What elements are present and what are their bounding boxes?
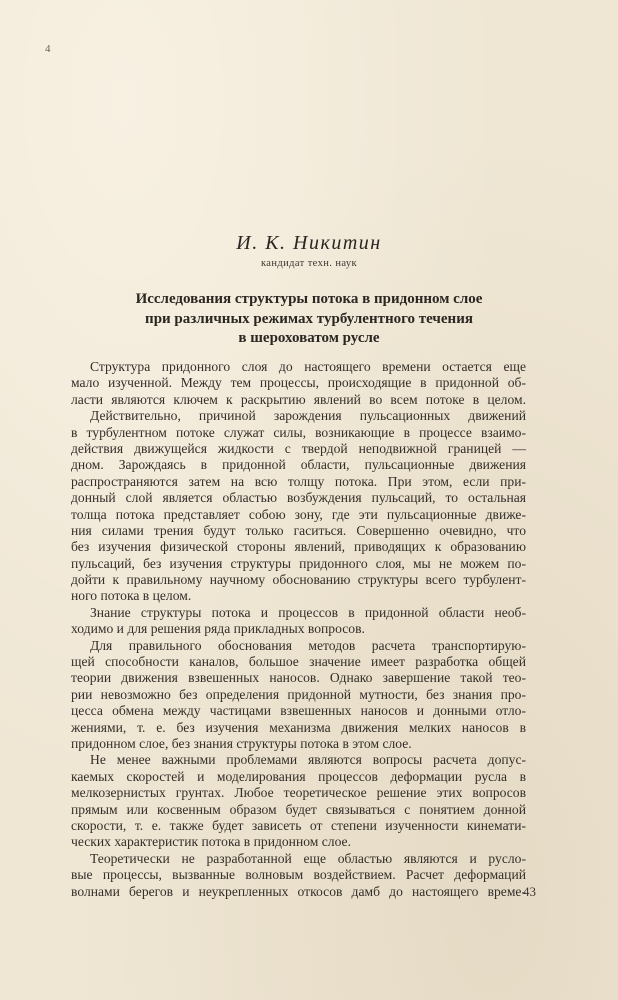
body-line: Для правильного обоснования методов расчета транспортирую- [90, 637, 526, 653]
body-line: волнами берегов и неукрепленных откосов дамб до настоящего време- [71, 883, 526, 899]
body-line: щей способности каналов, большое значение имеет разработка общей [71, 654, 526, 670]
body-line: рии невозможно без определения придонной мутности, без знания про- [71, 686, 526, 702]
page-number: 43 [523, 884, 536, 899]
body-line: толща потока представляет собою зону, где эти пульсационные движе- [71, 506, 526, 522]
body-line: распространяются затем на всю толщу потока. При этом, если при- [71, 473, 526, 489]
title-line: при различных режимах турбулентного течения [145, 310, 473, 327]
body-line: Знание структуры потока и процессов в придонной области необ- [90, 604, 526, 620]
body-line: Не менее важными проблемами являются вопросы расчета допус- [90, 752, 526, 768]
body-line: каемых скоростей и моделирования процессов деформации русла в [71, 768, 526, 784]
body-line: ния силами трения будут только гаситься. Совершенно очевидно, что [71, 522, 526, 538]
body-line: мало изученной. Между тем процессы, происходящие в придонной об- [71, 375, 526, 391]
body-line: дойти к правильному научному обоснованию структуры всего турбулент- [71, 572, 526, 588]
body-line: Структура придонного слоя до настоящего времени остается еще [90, 359, 526, 374]
article-body [71, 359, 526, 900]
body-line: теории движения взвешенных наносов. Однако завершение такой тео- [71, 670, 526, 686]
article-title [60, 290, 558, 349]
body-line: ласти являются ключем к раскрытию явлений во всем потоке в целом. [71, 391, 526, 407]
body-line: мелкозернистых грунтах. Любое теоретическое решение этих вопросов [71, 785, 526, 801]
body-line: без изучения физической стороны явлений, приводящих к образованию [71, 539, 526, 555]
author-name: И. К. Никитин [236, 232, 382, 254]
author-degree: кандидат техн. наук [260, 258, 358, 269]
body-line: ного потока в целом. [71, 588, 192, 604]
body-line: вые процессы, вызванные волновым воздействием. Расчет деформаций [71, 867, 526, 883]
title-line: в шероховатом русле [238, 330, 380, 346]
body-line: ческих характеристик потока в придонном слое. [71, 834, 351, 850]
body-line: ходимо и для решения ряда прикладных вопросов. [71, 621, 365, 637]
body-line: жениями, т. е. без изучения механизма движения мелких наносов в [71, 719, 526, 735]
body-line: прямым или косвенным образом будет связываться с понятием донной [71, 801, 526, 817]
body-line: пульсаций, без изучения структуры придонного слоя, мы не можем по- [71, 555, 526, 571]
body-line: дном. Зарождаясь в придонной области, пульсационные движения [71, 457, 526, 473]
body-line: придонном слое, без знания структуры потока в этом слое. [71, 735, 412, 751]
body-line: Действительно, причиной зарождения пульсационных движений [90, 408, 526, 424]
title-line: Исследования структуры потока в придонном слое [135, 291, 483, 307]
body-line: донный слой является областью возбуждения пульсаций, то остальная [71, 490, 526, 506]
body-line: цесса обмена между частицами взвешенных наносов и донными отло- [71, 703, 526, 719]
body-line: Теоретически не разработанной еще областью являются и русло- [90, 850, 526, 866]
body-line: скорости, т. е. также будет зависеть от степени изученности кинемати- [71, 817, 526, 833]
body-line: в турбулентном потоке служат силы, возникающие в процессе взаимо- [71, 424, 526, 440]
corner-mark: 4 [45, 43, 51, 55]
body-line: действия движущейся жидкости с твердой неподвижной границей — [71, 440, 526, 456]
